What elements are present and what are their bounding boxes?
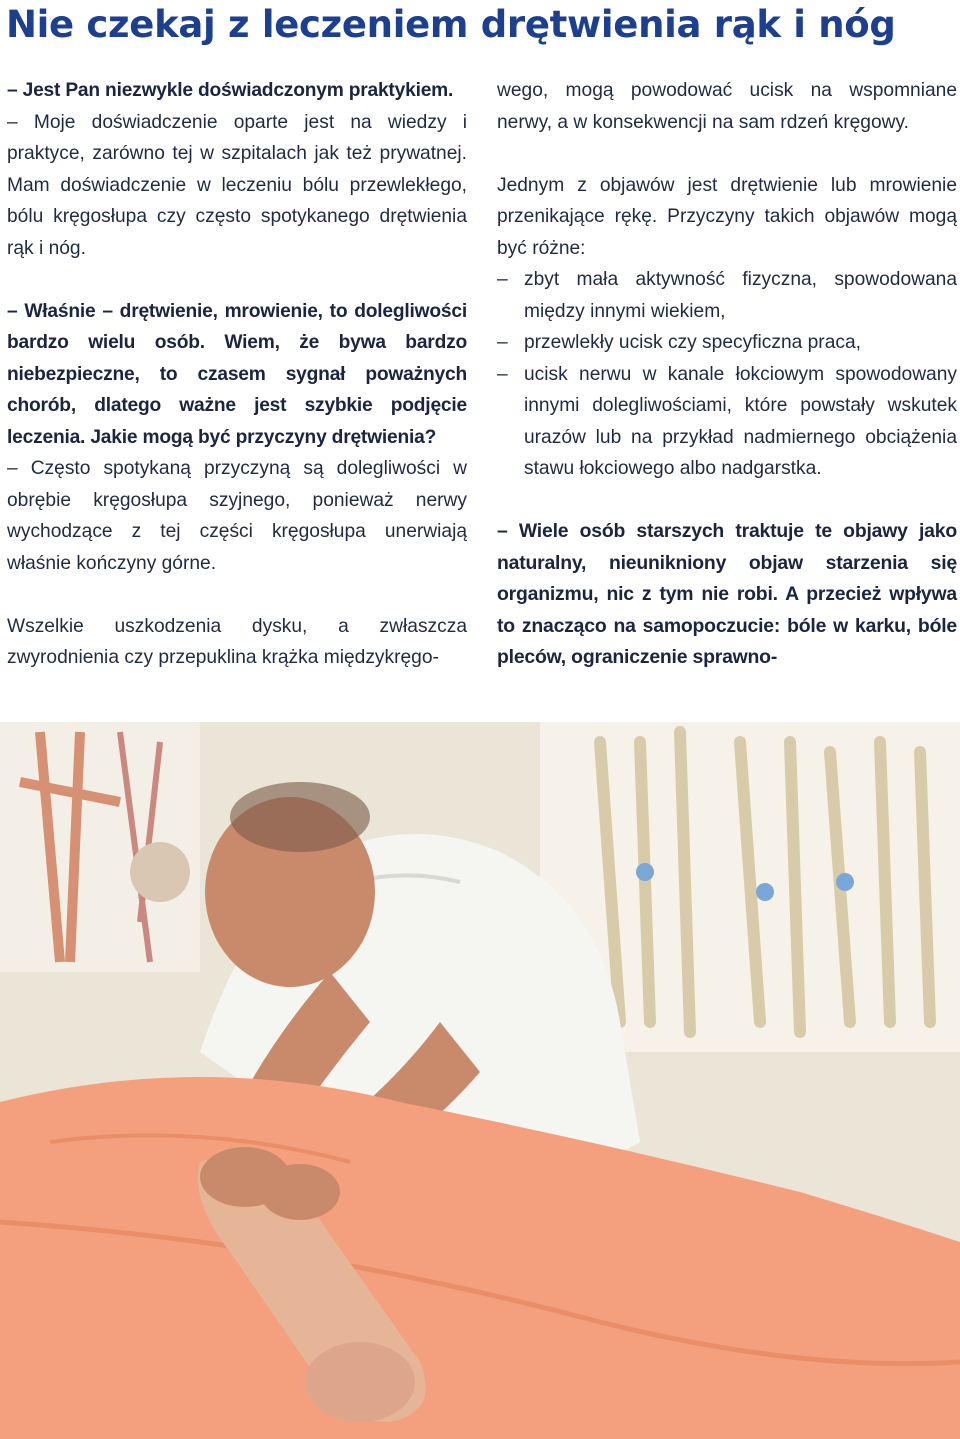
poster-joint	[756, 883, 774, 901]
list-dash: –	[497, 332, 508, 353]
paragraph-continued: wego, mogą powodować ucisk na wspomniane nerwy, a w konsekwencji na sam rdzeń kręgowy.	[497, 80, 957, 133]
page-title: Nie czekaj z leczeniem drętwienia rąk i nóg	[6, 3, 896, 46]
question-3: – Wiele osób starszych traktuje te objawy jako naturalny, nieunikniony objaw starzenia się organizmu, nic z tym nie robi. A przecież wpływa to znacząco na samopoczucie: bóle w karku, bóle pleców, ograniczenie sprawno-	[497, 520, 957, 668]
paragraph-symptoms: Jednym z objawów jest drętwienie lub mrowienie przenikające rękę. Przyczyny takich objawów mogą być różne:	[497, 174, 957, 259]
paragraph-disc: Wszelkie uszkodzenia dysku, a zwłaszcza zwyrodnienia czy przepuklina krążka międzykręgo-	[7, 615, 467, 668]
right-column	[497, 75, 957, 674]
list-dash: –	[497, 363, 508, 385]
list-item-text: ucisk nerwu w kanale łokciowym spowodowany innymi dolegliwościami, które powstały wskutek urazów lub na przykład nadmiernego obciążenia stawu łokciowego albo nadgarstka.	[524, 363, 957, 479]
poster-joint	[636, 863, 654, 881]
therapist-hand	[260, 1164, 340, 1220]
therapist-hair	[230, 782, 370, 852]
left-column	[7, 75, 467, 674]
list-dash: –	[497, 269, 508, 290]
answer-1: – Moje doświadczenie oparte jest na wiedzy i praktyce, zarówno tej w szpitalach jak też prywatnej. Mam doświadczenie w leczeniu bólu przewlekłego, bólu kręgosłupa czy często spotykanego drętwienia rąk i nóg.	[7, 111, 467, 259]
paragraph-gap	[497, 138, 957, 170]
poster-joint	[836, 873, 854, 891]
paragraph-gap	[7, 579, 467, 611]
list-item-text: zbyt mała aktywność fizyczna, spowodowana między innymi wiekiem,	[524, 269, 957, 322]
photo-illustration	[0, 722, 960, 1439]
causes-list	[497, 264, 957, 485]
patient-foot	[305, 1342, 415, 1422]
question-2: – Właśnie – drętwienie, mrowienie, to dolegliwości bardzo wielu osób. Wiem, że bywa bardzo niebezpieczne, to czasem sygnał poważnych chorób, dlatego ważne jest szybkie podjęcie leczenia. Jakie mogą być przyczyny drętwienia?	[7, 300, 467, 448]
paragraph-gap	[497, 485, 957, 517]
question-1: – Jest Pan niezwykle doświadczonym praktykiem.	[7, 80, 454, 101]
massage-photo	[0, 722, 960, 1439]
list-item-text: przewlekły ucisk czy specyficzna praca,	[524, 332, 861, 353]
list-item	[497, 327, 957, 359]
answer-2: – Często spotykaną przyczyną są dolegliwości w obrębie kręgosłupa szyjnego, ponieważ nerwy wychodzące z tej części kręgosłupa unerwiają właśnie kończyny górne.	[7, 458, 467, 574]
list-item	[497, 359, 957, 485]
list-item	[497, 264, 957, 327]
poster-diagram	[130, 842, 190, 902]
paragraph-gap	[7, 264, 467, 296]
